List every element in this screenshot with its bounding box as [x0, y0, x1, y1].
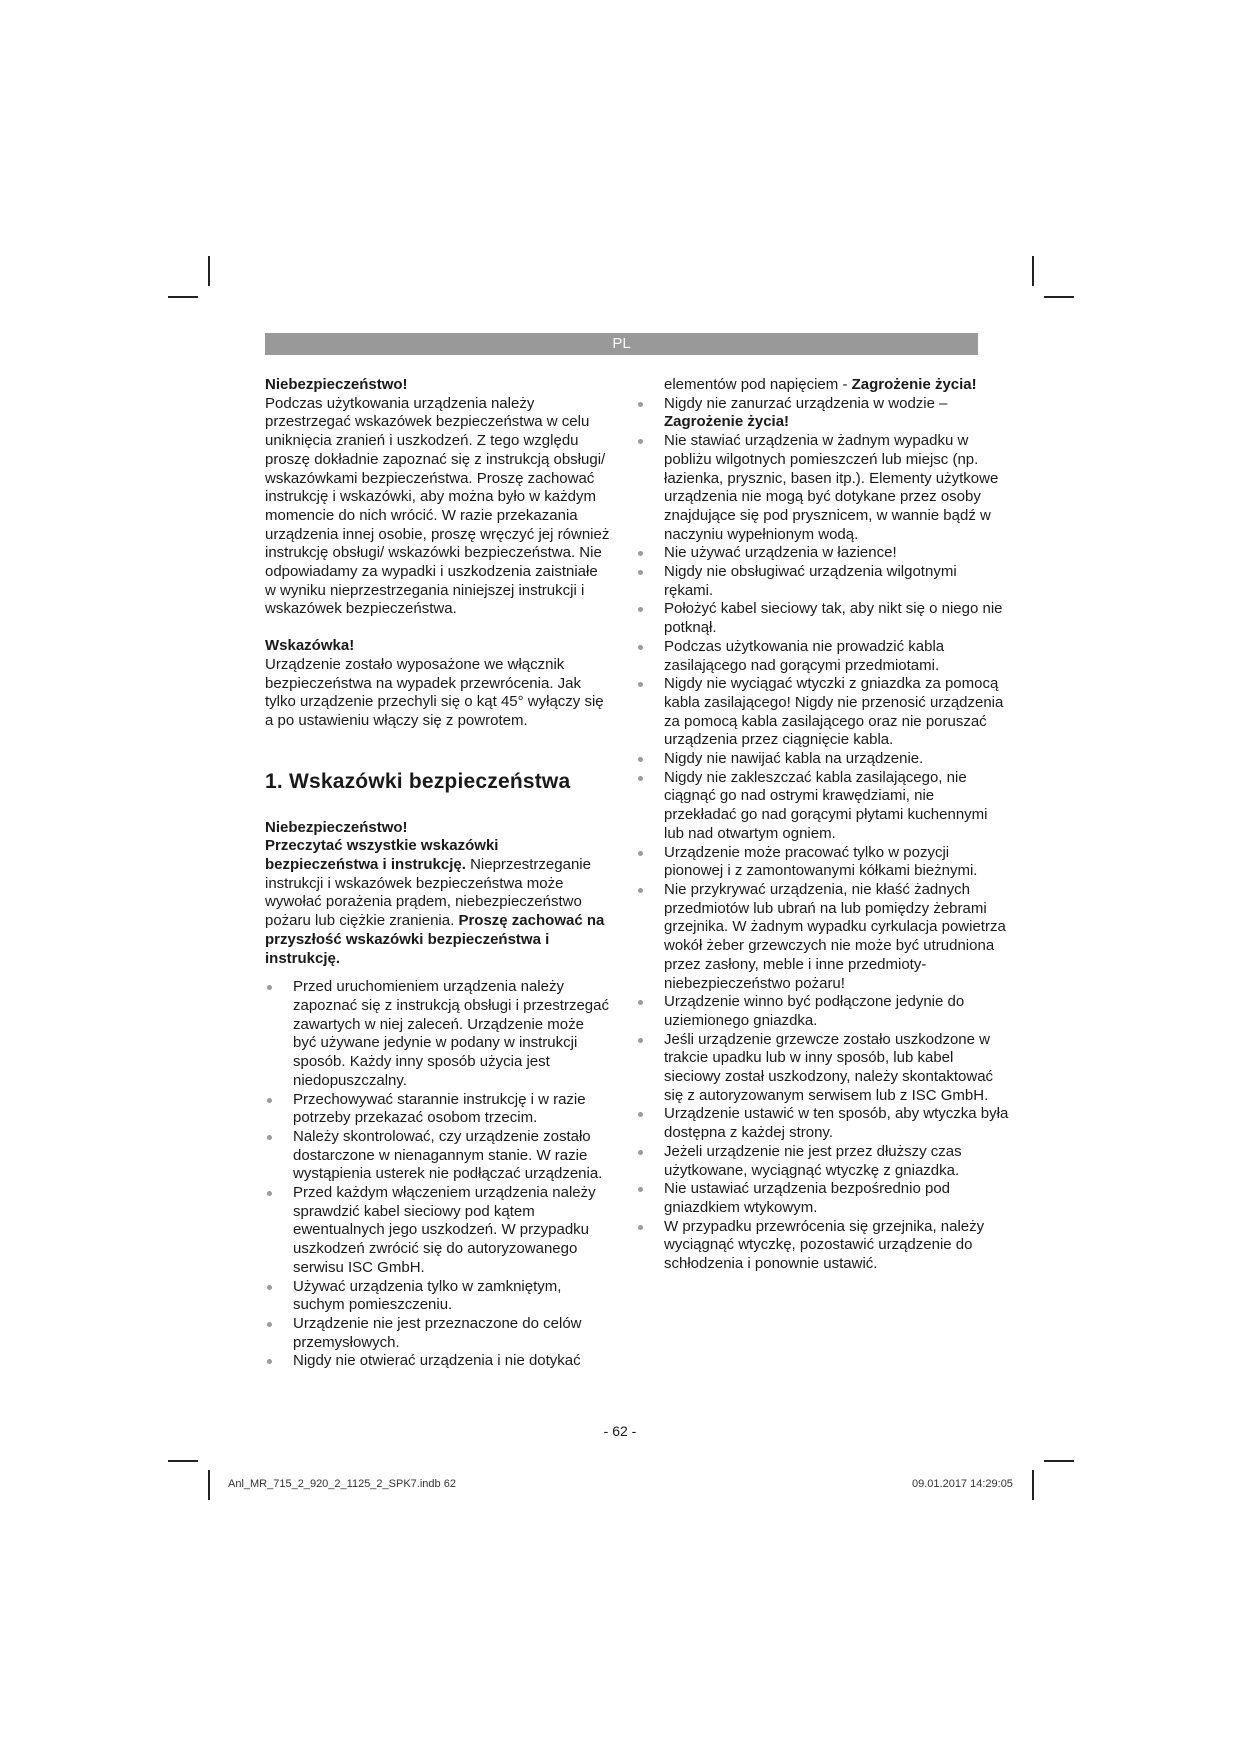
danger-bold-tail: Proszę zachować na przyszłość wskazówki bezpieczeństwa i instrukcję.	[265, 912, 605, 967]
hint-paragraph: Urządzenie zostało wyposażone we włącznik bezpieczeństwa na wypadek przewrócenia. Jak tylko urządzenie przechyli się o kąt 45° wyłączy się a po ustawieniu włączy się z powrotem.	[265, 655, 604, 729]
list-item: Położyć kabel sieciowy tak, aby nikt się o niego nie potknął.	[664, 600, 1009, 637]
bullet-icon	[638, 1187, 643, 1192]
safety-bullet-list	[664, 395, 1009, 1274]
danger-body: Nieprzestrzeganie instrukcji i wskazówek bezpieczeństwa może wywołać porażenia prądem, niebezpieczeństwo pożaru lub ciężkie zranienia.	[265, 856, 591, 930]
bullet-icon	[638, 682, 643, 687]
safety-bullet-list	[265, 978, 610, 1371]
danger-bold-lead: Przeczytać wszystkie wskazówki bezpieczeństwa i instrukcję.	[265, 837, 499, 874]
bullet-icon	[638, 776, 643, 781]
danger-instructions-paragraph	[265, 837, 610, 968]
bullet-icon	[267, 1322, 272, 1327]
section-heading: 1. Wskazówki bezpieczeństwa	[265, 769, 571, 793]
list-item: Nigdy nie zanurzać urządzenia w wodzie – Zagrożenie życia!	[664, 395, 1009, 432]
list-item: W przypadku przewrócenia się grzejnika, należy wyciągnąć wtyczkę, pozostawić urządzenie do schłodzenia i ponownie ustawić.	[664, 1218, 1009, 1274]
list-item: Przed uruchomieniem urządzenia należy zapoznać się z instrukcją obsługi i przestrzegać zawartych w niej zaleceń. Urządzenie może być używane jedynie w podany w instrukcji sposób. Każdy inny sposób użycia jest niedopuszczalny.	[265, 978, 610, 1090]
bullet-icon	[638, 439, 643, 444]
bullet-icon	[638, 645, 643, 650]
life-danger-warning: Zagrożenie życia!	[851, 376, 977, 393]
list-item: Nigdy nie nawijać kabla na urządzenie.	[664, 750, 1009, 769]
language-label: PL	[612, 335, 631, 352]
bullet-icon	[638, 757, 643, 762]
crop-mark	[208, 256, 210, 286]
list-item: Przed każdym włączeniem urządzenia należy sprawdzić kabel sieciowy pod kątem ewentualnych jego uszkodzeń. W przypadku uszkodzeń zwrócić się do autoryzowanego serwisu ISC GmbH.	[265, 1184, 610, 1278]
bullet-icon	[638, 1112, 643, 1117]
crop-mark	[1032, 1470, 1034, 1500]
life-danger-warning: Zagrożenie życia!	[664, 413, 790, 431]
left-column	[265, 376, 610, 1371]
list-item: Nigdy nie zakleszczać kabla zasilającego, nie ciągnąć go nad ostrymi krawędziami, nie przekładać go nad gorącymi płytami kuchennymi lub nad otwartym ogniem.	[664, 769, 1009, 844]
list-item: Nie ustawiać urządzenia bezpośrednio pod gniazdkiem wtykowym.	[664, 1180, 1009, 1217]
bullet-icon	[638, 1225, 643, 1230]
bullet-icon	[638, 888, 643, 893]
list-item: Urządzenie może pracować tylko w pozycji pionowej i z zamontowanymi kółkami bieżnymi.	[664, 844, 1009, 881]
bullet-icon	[267, 1285, 272, 1290]
crop-mark	[208, 1470, 210, 1500]
bullet-icon	[638, 1150, 643, 1155]
right-column	[664, 376, 1009, 1274]
crop-mark	[1044, 1460, 1074, 1462]
bullet-icon	[638, 570, 643, 575]
page-number: - 62 -	[603, 1423, 637, 1439]
list-item: Nie stawiać urządzenia w żadnym wypadku w pobliżu wilgotnych pomieszczeń lub miejsc (np. łazienka, prysznic, basen itp.). Elementy użytkowe urządzenia nie mogą być dotykane przez osoby znajdujące się pod prysznicem, w wannie bądź w naczyniu wypełnionym wodą.	[664, 432, 1009, 544]
list-item: Nigdy nie wyciągać wtyczki z gniazdka za pomocą kabla zasilającego! Nigdy nie przenosić urządzenia za pomocą kabla zasilającego oraz nie poruszać urządzenia przez ciągnięcie kabla.	[664, 675, 1009, 750]
list-item: Urządzenie winno być podłączone jedynie do uziemionego gniazdka.	[664, 993, 1009, 1030]
bullet-icon	[638, 851, 643, 856]
list-item: Używać urządzenia tylko w zamkniętym, suchym pomieszczeniu.	[265, 1278, 610, 1315]
bullet-icon	[267, 1191, 272, 1196]
bullet-icon	[638, 1000, 643, 1005]
list-item: Urządzenie nie jest przeznaczone do celów przemysłowych.	[265, 1315, 610, 1352]
bullet-icon	[267, 1135, 272, 1140]
list-item: Przechowywać starannie instrukcję i w razie potrzeby przekazać osobom trzecim.	[265, 1091, 610, 1128]
list-item: Jeżeli urządzenie nie jest przez dłuższy czas użytkowane, wyciągnąć wtyczkę z gniazdka.	[664, 1143, 1009, 1180]
danger-paragraph: Podczas użytkowania urządzenia należy przestrzegać wskazówek bezpieczeństwa w celu uniknięcia zranień i uszkodzeń. Z tego względu proszę dokładnie zapoznać się z instrukcją obsługi/ wskazówkami bezpieczeństwa. Proszę zachować instrukcję i wskazówki, aby można było w każdym momencie do nich wrócić. W razie przekazania urządzenia innej osobie, proszę wręczyć jej również instrukcję obsługi/ wskazówki bezpieczeństwa. Nie odpowiadamy za wypadki i uszkodzenia zaistniałe w wyniku nieprzestrzegania niniejszej instrukcji i wskazówek bezpieczeństwa.	[265, 394, 610, 618]
list-item: Należy skontrolować, czy urządzenie zostało dostarczone w nienagannym stanie. W razie wystąpienia usterek nie podłączać urządzenia.	[265, 1128, 610, 1184]
crop-mark	[1032, 256, 1034, 286]
print-file-name: Anl_MR_715_2_920_2_1125_2_SPK7.indb 62	[228, 1478, 456, 1490]
crop-mark	[1044, 296, 1074, 298]
danger-title: Niebezpieczeństwo!	[265, 376, 408, 393]
crop-mark	[168, 1460, 198, 1462]
bullet-icon	[638, 1038, 643, 1043]
list-item: Nigdy nie obsługiwać urządzenia wilgotnymi rękami.	[664, 563, 1009, 600]
list-item: Podczas użytkowania nie prowadzić kabla zasilającego nad gorącymi przedmiotami.	[664, 638, 1009, 675]
print-timestamp: 09.01.2017 14:29:05	[912, 1478, 1013, 1490]
bullet-icon	[638, 551, 643, 556]
danger-title: Niebezpieczeństwo!	[265, 818, 408, 836]
bullet-icon	[267, 1359, 272, 1364]
language-header-bar	[265, 333, 978, 355]
bullet-icon	[267, 1098, 272, 1103]
crop-mark	[168, 296, 198, 298]
continuation-text: elementów pod napięciem - Zagrożenie życia!	[664, 376, 977, 393]
bullet-icon	[638, 607, 643, 612]
hint-title: Wskazówka!	[265, 637, 355, 655]
list-item: Nigdy nie otwierać urządzenia i nie dotykać	[265, 1352, 610, 1371]
bullet-icon	[267, 985, 272, 990]
list-item: Nie przykrywać urządzenia, nie kłaść żadnych przedmiotów lub ubrań na lub pomiędzy żebrami grzejnika. W żadnym wypadku cyrkulacja powietrza wokół żeber grzewczych nie może być utrudniona przez zasłony, meble i inne przedmioty- niebezpieczeństwo pożaru!	[664, 881, 1009, 993]
list-item: Jeśli urządzenie grzewcze zostało uszkodzone w trakcie upadku lub w inny sposób, lub kabel sieciowy został uszkodzony, należy skontaktować się z autoryzowanym serwisem lub z ISC GmbH.	[664, 1031, 1009, 1106]
list-item: Nie używać urządzenia w łazience!	[664, 544, 1009, 563]
bullet-icon	[638, 402, 643, 407]
list-item: Urządzenie ustawić w ten sposób, aby wtyczka była dostępna z każdej strony.	[664, 1105, 1009, 1142]
